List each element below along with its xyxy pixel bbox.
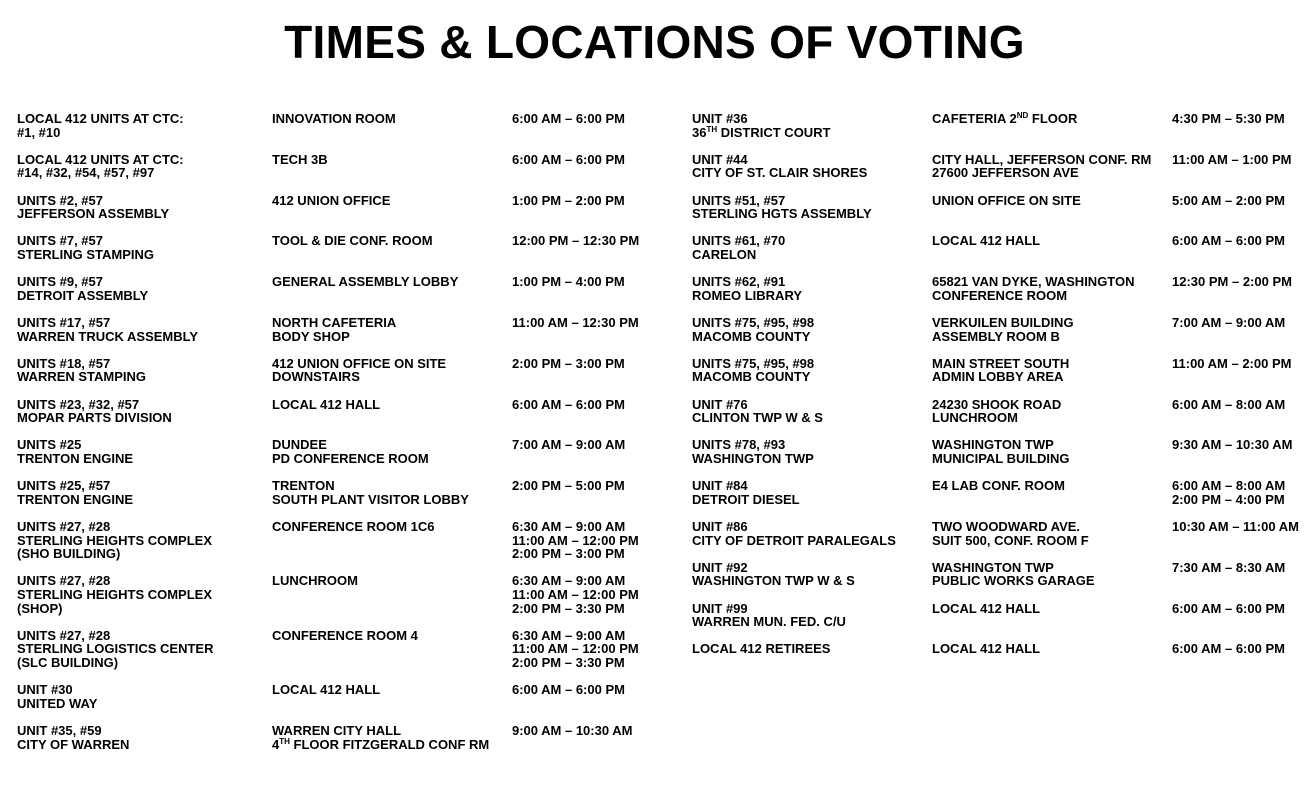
location-name-line: 412 UNION OFFICE [272,192,391,208]
location-name-line: LOCAL 412 HALL [932,641,1041,657]
location-name-line: ADMIN LOBBY AREA [932,369,1064,385]
location-name [272,357,512,398]
location-name-line: CONFERENCE ROOM 4 [272,627,418,643]
location-name-line: PD CONFERENCE ROOM [272,450,429,466]
voting-times [512,520,672,574]
unit-name [692,438,932,479]
schedule-row [692,194,1309,235]
voting-times-line: 2:00 PM – 3:30 PM [512,654,625,670]
unit-name-line: CITY OF ST. CLAIR SHORES [692,165,868,181]
schedule-row [17,683,672,724]
location-name-line: MUNICIPAL BUILDING [932,450,1070,466]
voting-times-line: 6:00 AM – 8:00 AM [1172,396,1286,412]
voting-times [1172,194,1309,235]
unit-name [17,398,272,439]
unit-name-line: UNIT #44 [692,151,748,167]
location-name-line: BODY SHOP [272,328,350,344]
unit-name-line: #1, #10 [17,124,61,140]
unit-name [17,194,272,235]
voting-times [512,398,672,439]
schedule-row [17,398,672,439]
voting-times [1172,602,1309,643]
voting-times-line: 1:00 PM – 4:00 PM [512,274,625,290]
location-name-line: LOCAL 412 HALL [272,682,381,698]
schedule-row [17,574,672,628]
unit-name-line: MOPAR PARTS DIVISION [17,410,172,426]
unit-name-line: UNITS #78, #93 [692,437,786,453]
location-name [932,112,1172,153]
unit-name [17,629,272,683]
schedule-row [17,275,672,316]
unit-name-line: WARREN MUN. FED. C/U [692,614,846,630]
location-name-line: LOCAL 412 HALL [932,233,1041,249]
schedule-row [17,112,672,153]
unit-name [17,724,272,765]
voting-times-line: 6:00 AM – 6:00 PM [512,111,625,126]
location-name [932,438,1172,479]
voting-times-line: 11:00 AM – 12:00 PM [512,532,639,548]
schedule-row [692,479,1309,520]
unit-name [17,479,272,520]
unit-name-line: STERLING HEIGHTS COMPLEX [17,532,213,548]
schedule-row [692,112,1309,153]
unit-name [17,357,272,398]
voting-times [1172,234,1309,275]
location-name-line: 65821 VAN DYKE, WASHINGTON [932,274,1135,290]
location-name-line: SUIT 500, CONF. ROOM F [932,532,1089,548]
location-name-line: TRENTON [272,478,335,494]
unit-name-line: UNITS #18, #57 [17,355,111,371]
unit-name [692,398,932,439]
location-name [272,438,512,479]
schedule-row [17,357,672,398]
location-name [272,520,512,574]
voting-times-line: 6:00 AM – 6:00 PM [1172,641,1285,657]
location-name-line: INNOVATION ROOM [272,111,396,126]
unit-name-line: CITY OF DETROIT PARALEGALS [692,532,896,548]
voting-times [512,629,672,683]
unit-name-line: LOCAL 412 UNITS AT CTC: [17,151,184,167]
unit-name-line: DETROIT DIESEL [692,491,800,507]
unit-name [692,194,932,235]
location-name [932,520,1172,561]
location-name [932,479,1172,520]
schedule-row [17,234,672,275]
location-name-line: GENERAL ASSEMBLY LOBBY [272,274,459,290]
schedule-row [692,438,1309,479]
unit-name-line: UNIT #86 [692,518,748,534]
location-name-line: DOWNSTAIRS [272,369,360,385]
location-name [932,153,1172,194]
location-name-line: TECH 3B [272,151,328,167]
location-name-line: WASHINGTON TWP [932,437,1054,453]
unit-name-line: LOCAL 412 RETIREES [692,641,831,657]
location-name-line: LOCAL 412 HALL [932,600,1041,616]
unit-name-line: UNITS #25, #57 [17,478,111,494]
unit-name-line: UNIT #84 [692,478,748,494]
schedule-row [17,438,672,479]
unit-name-line: CLINTON TWP W & S [692,410,823,426]
voting-times [512,683,672,724]
location-name-line: WARREN CITY HALL [272,722,402,738]
unit-name [17,574,272,628]
voting-times [512,194,672,235]
location-name-line: UNION OFFICE ON SITE [932,192,1081,208]
unit-name [17,316,272,357]
location-name [272,724,512,765]
location-name-line: CAFETERIA 2ND FLOOR [932,111,1078,126]
schedule-row [692,398,1309,439]
voting-times [1172,153,1309,194]
voting-times [1172,642,1309,683]
location-name-line: 412 UNION OFFICE ON SITE [272,355,447,371]
location-name [272,194,512,235]
unit-name-line: UNITS #7, #57 [17,233,103,249]
location-name [272,234,512,275]
location-name-line: SOUTH PLANT VISITOR LOBBY [272,491,469,507]
unit-name-line: (SLC BUILDING) [17,654,119,670]
voting-times-line: 4:30 PM – 5:30 PM [1172,111,1285,126]
location-name-line: E4 LAB CONF. ROOM [932,478,1065,494]
unit-name [17,234,272,275]
voting-times-line: 2:00 PM – 5:00 PM [512,478,625,494]
location-name-line: WASHINGTON TWP [932,559,1054,575]
schedule-row [692,520,1309,561]
schedule-row [692,602,1309,643]
schedule-right-column [692,112,1309,683]
voting-times [512,275,672,316]
location-name [272,275,512,316]
location-name [272,479,512,520]
location-name-line: 4TH FLOOR FITZGERALD CONF RM [272,736,490,752]
unit-name-line: JEFFERSON ASSEMBLY [17,206,170,222]
unit-name-line: UNITS #25 [17,437,82,453]
voting-times-line: 12:30 PM – 2:00 PM [1172,274,1292,290]
page-title: TIMES & LOCATIONS OF VOTING [284,16,1025,68]
voting-times-line: 6:00 AM – 8:00 AM [1172,478,1286,494]
schedule-left-column [17,112,672,765]
unit-name-line: STERLING HGTS ASSEMBLY [692,206,872,222]
unit-name-line: STERLING STAMPING [17,246,154,262]
unit-name [17,153,272,194]
unit-name-line: CITY OF WARREN [17,736,130,752]
location-name-line: LUNCHROOM [272,573,358,589]
location-name [932,602,1172,643]
voting-times-line: 7:00 AM – 9:00 AM [512,437,626,453]
schedule-row [17,194,672,235]
voting-times [512,574,672,628]
location-name-line: CITY HALL, JEFFERSON CONF. RM [932,151,1152,167]
location-name-line: NORTH CAFETERIA [272,314,397,330]
voting-times [512,153,672,194]
voting-times [512,234,672,275]
unit-name [692,112,932,153]
voting-times-line: 11:00 AM – 2:00 PM [1172,355,1292,371]
schedule-row [692,275,1309,316]
unit-name [692,561,932,602]
unit-name [692,153,932,194]
voting-times [1172,398,1309,439]
unit-name-line: UNITS #75, #95, #98 [692,355,815,371]
unit-name-line: (SHO BUILDING) [17,546,121,562]
unit-name-line: TRENTON ENGINE [17,450,134,466]
voting-times-line: 7:00 AM – 9:00 AM [1172,314,1286,330]
voting-times-line: 11:00 AM – 12:00 PM [512,641,639,657]
unit-name-line: UNITS #51, #57 [692,192,786,208]
unit-name-line: LOCAL 412 UNITS AT CTC: [17,111,184,126]
voting-times-line: 2:00 PM – 4:00 PM [1172,491,1285,507]
voting-times [1172,438,1309,479]
voting-times [1172,316,1309,357]
unit-name-line: UNIT #36 [692,111,748,126]
voting-times-line: 11:00 AM – 12:00 PM [512,586,639,602]
voting-times-line: 2:00 PM – 3:00 PM [512,355,625,371]
location-name-line: LOCAL 412 HALL [272,396,381,412]
unit-name-line: STERLING HEIGHTS COMPLEX [17,586,213,602]
voting-times [1172,479,1309,520]
location-name [272,112,512,153]
voting-times-line: 9:30 AM – 10:30 AM [1172,437,1293,453]
voting-times [1172,275,1309,316]
unit-name [692,479,932,520]
unit-name-line: UNIT #76 [692,396,748,412]
location-name [932,194,1172,235]
voting-times-line: 2:00 PM – 3:30 PM [512,600,625,616]
unit-name [17,683,272,724]
voting-times-line: 6:00 AM – 6:00 PM [512,682,625,698]
voting-times [1172,357,1309,398]
voting-times-line: 6:00 AM – 6:00 PM [1172,233,1285,249]
unit-name-line: UNITS #75, #95, #98 [692,314,815,330]
schedule-row [17,629,672,683]
schedule-row [692,642,1309,683]
voting-times [512,479,672,520]
location-name-line: 27600 JEFFERSON AVE [932,165,1079,181]
schedule-row [17,153,672,194]
voting-times [1172,561,1309,602]
location-name [932,398,1172,439]
location-name [932,642,1172,683]
unit-name [17,275,272,316]
unit-name-line: WARREN TRUCK ASSEMBLY [17,328,199,344]
location-name-line: TOOL & DIE CONF. ROOM [272,233,433,249]
location-name-line: VERKUILEN BUILDING [932,314,1074,330]
unit-name-line: WARREN STAMPING [17,369,147,385]
unit-name-line: UNIT #35, #59 [17,722,102,738]
schedule-row [692,357,1309,398]
unit-name [17,438,272,479]
location-name-line: DUNDEE [272,437,327,453]
voting-times-line: 6:00 AM – 6:00 PM [512,151,625,167]
unit-name-line: UNIT #92 [692,559,748,575]
schedule-row [17,724,672,765]
unit-name-line: UNITS #27, #28 [17,573,111,589]
voting-times-line: 1:00 PM – 2:00 PM [512,192,625,208]
voting-times [1172,112,1309,153]
voting-times-line: 5:00 AM – 2:00 PM [1172,192,1285,208]
location-name-line: ASSEMBLY ROOM B [932,328,1060,344]
voting-times [512,438,672,479]
unit-name-line: UNIT #30 [17,682,73,698]
unit-name-line: UNITS #2, #57 [17,192,103,208]
voting-times [1172,520,1309,561]
unit-name-line: WASHINGTON TWP [692,450,814,466]
unit-name-line: UNITS #9, #57 [17,274,103,290]
unit-name-line: DETROIT ASSEMBLY [17,287,149,303]
unit-name [692,520,932,561]
location-name [932,561,1172,602]
location-name-line: TWO WOODWARD AVE. [932,518,1081,534]
unit-name [692,275,932,316]
unit-name [692,316,932,357]
unit-name-line: (SHOP) [17,600,63,616]
voting-times-line: 6:00 AM – 6:00 PM [1172,600,1285,616]
location-name-line: CONFERENCE ROOM [932,287,1068,303]
voting-times-line: 6:00 AM – 6:00 PM [512,396,625,412]
voting-times-line: 11:00 AM – 12:30 PM [512,314,639,330]
unit-name-line: UNITED WAY [17,695,98,711]
voting-times-line: 9:00 AM – 10:30 AM [512,722,633,738]
unit-name [692,642,932,683]
location-name [932,275,1172,316]
voting-times-line: 6:30 AM – 9:00 AM [512,518,626,534]
schedule-row [692,316,1309,357]
voting-times-line: 6:30 AM – 9:00 AM [512,573,626,589]
unit-name-line: UNITS #23, #32, #57 [17,396,140,412]
voting-times [512,724,672,765]
unit-name-line: CARELON [692,246,757,262]
schedule-row [692,561,1309,602]
unit-name-line: MACOMB COUNTY [692,328,811,344]
unit-name-line: UNITS #62, #91 [692,274,786,290]
unit-name [692,357,932,398]
schedule-row [692,153,1309,194]
unit-name-line: WASHINGTON TWP W & S [692,573,855,589]
location-name [272,683,512,724]
voting-times-line: 2:00 PM – 3:00 PM [512,546,625,562]
schedule-row [17,316,672,357]
location-name-line: LUNCHROOM [932,410,1018,426]
unit-name-line: TRENTON ENGINE [17,491,134,507]
location-name [272,316,512,357]
location-name [932,357,1172,398]
schedule-row [692,234,1309,275]
unit-name-line: 36TH DISTRICT COURT [692,124,831,140]
unit-name-line: UNITS #27, #28 [17,627,111,643]
voting-times-line: 10:30 AM – 11:00 AM [1172,518,1299,534]
location-name-line: CONFERENCE ROOM 1C6 [272,518,435,534]
voting-times [512,357,672,398]
unit-name [17,112,272,153]
voting-times [512,316,672,357]
voting-times-line: 12:00 PM – 12:30 PM [512,233,640,249]
location-name-line: PUBLIC WORKS GARAGE [932,573,1095,589]
location-name [272,153,512,194]
unit-name [692,602,932,643]
unit-name-line: UNIT #99 [692,600,748,616]
location-name-line: MAIN STREET SOUTH [932,355,1070,371]
voting-times [512,112,672,153]
unit-name-line: STERLING LOGISTICS CENTER [17,641,214,657]
location-name [932,234,1172,275]
location-name [272,398,512,439]
schedule-row [17,520,672,574]
voting-times-line: 11:00 AM – 1:00 PM [1172,151,1292,167]
unit-name [692,234,932,275]
location-name [932,316,1172,357]
unit-name-line: MACOMB COUNTY [692,369,811,385]
unit-name [17,520,272,574]
unit-name-line: UNITS #27, #28 [17,518,111,534]
schedule-row [17,479,672,520]
location-name [272,629,512,683]
location-name-line: 24230 SHOOK ROAD [932,396,1062,412]
unit-name-line: ROMEO LIBRARY [692,287,803,303]
unit-name-line: UNITS #17, #57 [17,314,111,330]
voting-times-line: 6:30 AM – 9:00 AM [512,627,626,643]
unit-name-line: #14, #32, #54, #57, #97 [17,165,155,181]
location-name [272,574,512,628]
voting-times-line: 7:30 AM – 8:30 AM [1172,559,1286,575]
unit-name-line: UNITS #61, #70 [692,233,786,249]
